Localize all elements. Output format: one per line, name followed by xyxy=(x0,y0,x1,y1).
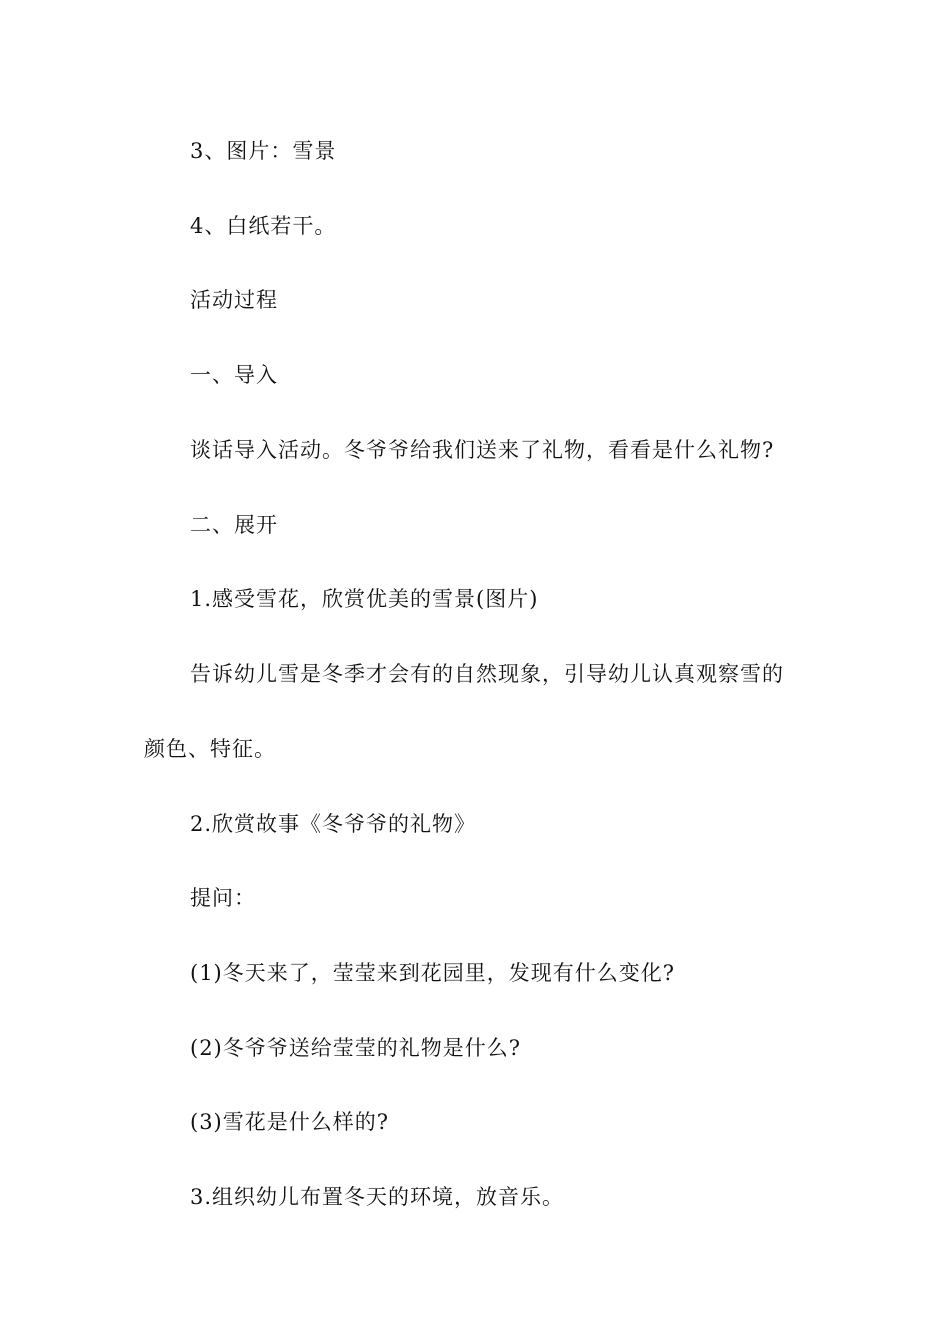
step-3-heading: 3.组织幼儿布置冬天的环境，放音乐。 xyxy=(190,1185,565,1209)
question-2: (2)冬爷爷送给莹莹的礼物是什么? xyxy=(190,1036,522,1060)
section-heading-process: 活动过程 xyxy=(190,288,278,312)
paragraph-intro: 谈话导入活动。冬爷爷给我们送来了礼物，看看是什么礼物? xyxy=(190,438,775,462)
question-1: (1)冬天来了，莹莹来到花园里，发现有什么变化? xyxy=(190,961,676,985)
section-heading-expand: 二、展开 xyxy=(190,513,278,537)
paragraph-step-1-continued: 颜色、特征。 xyxy=(144,737,276,761)
paragraph-step-1: 告诉幼儿雪是冬季才会有的自然现象，引导幼儿认真观察雪的 xyxy=(190,662,784,686)
material-item-4: 4、白纸若干。 xyxy=(190,214,337,238)
step-1-heading: 1.感受雪花，欣赏优美的雪景(图片) xyxy=(190,587,539,611)
material-item-3: 3、图片：雪景 xyxy=(190,139,337,163)
step-2-heading: 2.欣赏故事《冬爷爷的礼物》 xyxy=(190,812,477,836)
section-heading-intro: 一、导入 xyxy=(190,363,278,387)
question-3: (3)雪花是什么样的? xyxy=(190,1110,390,1134)
questions-label: 提问： xyxy=(190,886,256,910)
